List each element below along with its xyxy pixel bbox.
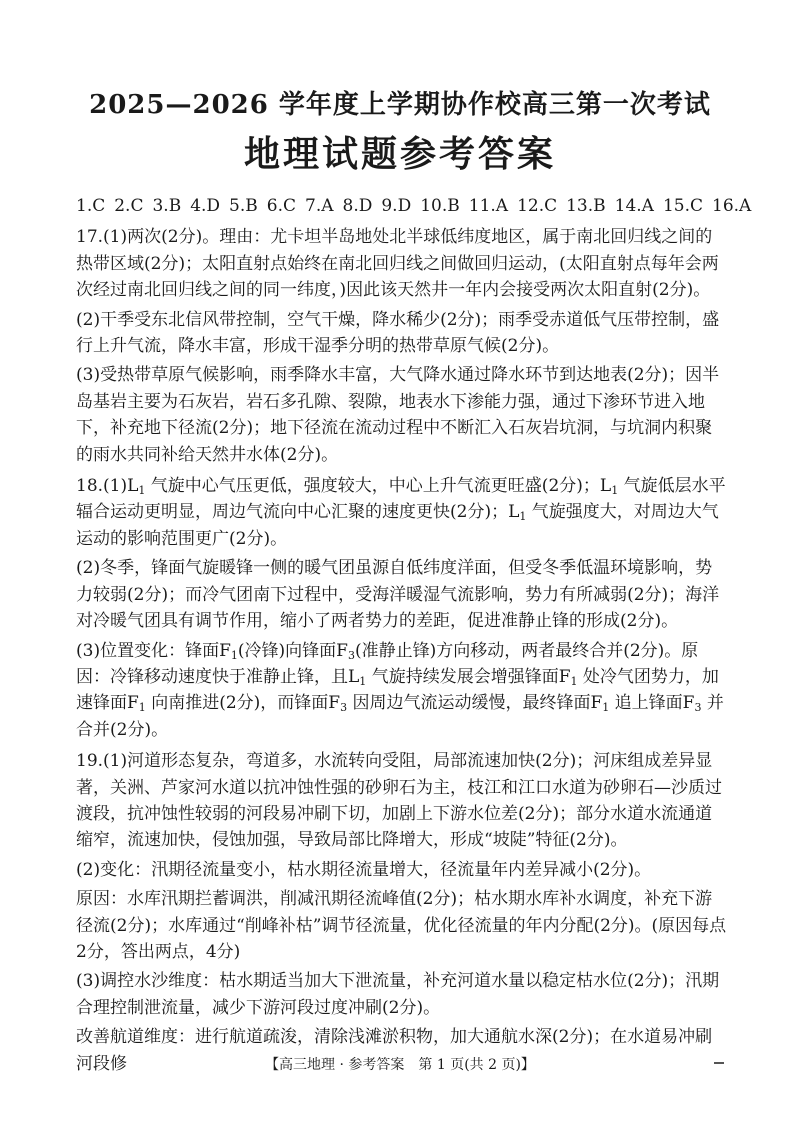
mc-answer: 7.A [305, 196, 334, 216]
mc-answer: 1.C [76, 196, 106, 216]
question-17 [76, 224, 728, 468]
multiple-choice-answers [76, 193, 752, 219]
mc-answer: 16.A [712, 196, 752, 216]
mc-answer: 11.A [468, 196, 509, 216]
q19-part3-navigation: 改善航道维度：进行航道疏浚，清除浅滩淤积物，加大通航水深(2分)；在水道易冲刷河段修 [76, 1027, 713, 1074]
q19-part1: 19.(1)河道形态复杂，弯道多，水流转向受阻，局部流速加快(2分)；河床组成差异显著，关洲、芦家河水道以抗冲蚀性强的砂卵石为主，枝江和江口水道为砂卵石—沙质过渡段，抗冲蚀性较弱的河段易冲刷下切，加剧上下游水位差(2分)；部分水道水流通道缩窄，流速加快，侵蚀加强，导致局部比降增大，形成“坡陡”特征(2分)。 [76, 751, 722, 851]
q18-part2: (2)冬季，锋面气旋暖锋一侧的暖气团虽源自低纬度洋面，但受冬季低温环境影响，势力较弱(2分)；而冷气团南下过程中，受海洋暖湿气流影响，势力有所减弱(2分)；海洋对冷暖气团具有调节作用，缩小了两者势力的差距，促进准静止锋的形成(2分)。 [76, 558, 720, 632]
mc-answer: 3.B [152, 196, 182, 216]
answers-content [76, 193, 752, 1077]
mc-answer: 12.C [517, 196, 558, 216]
q17-part1: 17.(1)两次(2分)。理由：尤卡坦半岛地处北半球低纬度地区，属于南北回归线之间的热带区域(2分)；太阳直射点始终在南北回归线之间做回归运动，(太阳直射点每年会两次经过南北回归线之间的同一纬度，)因此该天然井一年内会接受两次太阳直射(2分)。 [76, 227, 719, 301]
corner-mark [714, 1062, 724, 1064]
q17-part2: (2)干季受东北信风带控制，空气干燥，降水稀少(2分)；雨季受赤道低气压带控制，盛行上升气流，降水丰富，形成干湿季分明的热带草原气候(2分)。 [76, 309, 720, 357]
page-footer: 【高三地理 · 参考答案 第 1 页(共 2 页)】 [265, 1057, 535, 1073]
mc-answer: 10.B [420, 196, 460, 216]
q18-part1: $18.(1)L_1$ 气旋中心气压更低，强度较大，中心上升气流更旺盛(2分)；$L_1$ 气旋低层水平辐合运动更明显，周边气流向中心汇聚的速度更快(2分)；$L_1$ 气旋强度大，对周边大气运动的影响范围更广(2分)。 [76, 476, 726, 549]
question-18 [76, 473, 728, 743]
question-19 [76, 748, 728, 1077]
mc-answer: 4.D [190, 196, 221, 216]
mc-answer: 8.D [342, 196, 373, 216]
mc-answer: 14.A [614, 196, 654, 216]
q17-part3: (3)受热带草原气候影响，雨季降水丰富，大气降水通过降水环节到达地表(2分)；因半岛基岩主要为石灰岩，岩石多孔隙、裂隙，地表水下渗能力强，通过下渗环节进入地下，补充地下径流(2分)；地下径流在流动过程中不断汇入石灰岩坑洞，与坑洞内积聚的雨水共同补给天然井水体(2分)。 [76, 365, 720, 465]
document-title: 地理试题参考答案 [243, 133, 556, 175]
q19-part2-reason: 原因：水库汛期拦蓄调洪，削减汛期径流峰值(2分)；枯水期水库补水调度，补充下游径流(2分)；水库通过“削峰补枯”调节径流量，优化径流量的年内分配(2分)。(原因每点2分，答出两点，4分) [76, 889, 727, 962]
mc-answer: 15.C [662, 196, 703, 216]
q19-part3: (3)调控水沙维度：枯水期适当加大下泄流量，补充河道水量以稳定枯水位(2分)；汛期合理控制泄流量，减少下游河段过度冲刷(2分)。 [76, 971, 720, 1018]
mc-answer: 6.C [266, 196, 296, 216]
q19-part2: (2)变化：汛期径流量变小，枯水期径流量增大，径流量年内差异减小(2分)。 [76, 859, 652, 880]
q18-part3: (3)位置变化：锋面$F_1$(冷锋)向锋面$F_3$(准静止锋)方向移动，两者最终合并(2分)。原因：冷锋移动速度快于准静止锋，且$L_1$ 气旋持续发展会增强锋面$F_1$ 处冷气团势力，加速锋面$F_1$ 向南推进(2分)，而锋面$F_3$ 因周边气流运动缓慢，最终锋面$F_1$ 追上锋面$F_3$ 并合并(2分)。 [76, 640, 724, 740]
mc-answer: 5.B [229, 196, 258, 216]
mc-answer: 13.B [566, 196, 606, 216]
mc-answer: 9.D [381, 196, 412, 216]
exam-title: 2025—2026 学年度上学期协作校高三第一次考试 [89, 90, 711, 120]
mc-answer: 2.C [114, 196, 144, 216]
